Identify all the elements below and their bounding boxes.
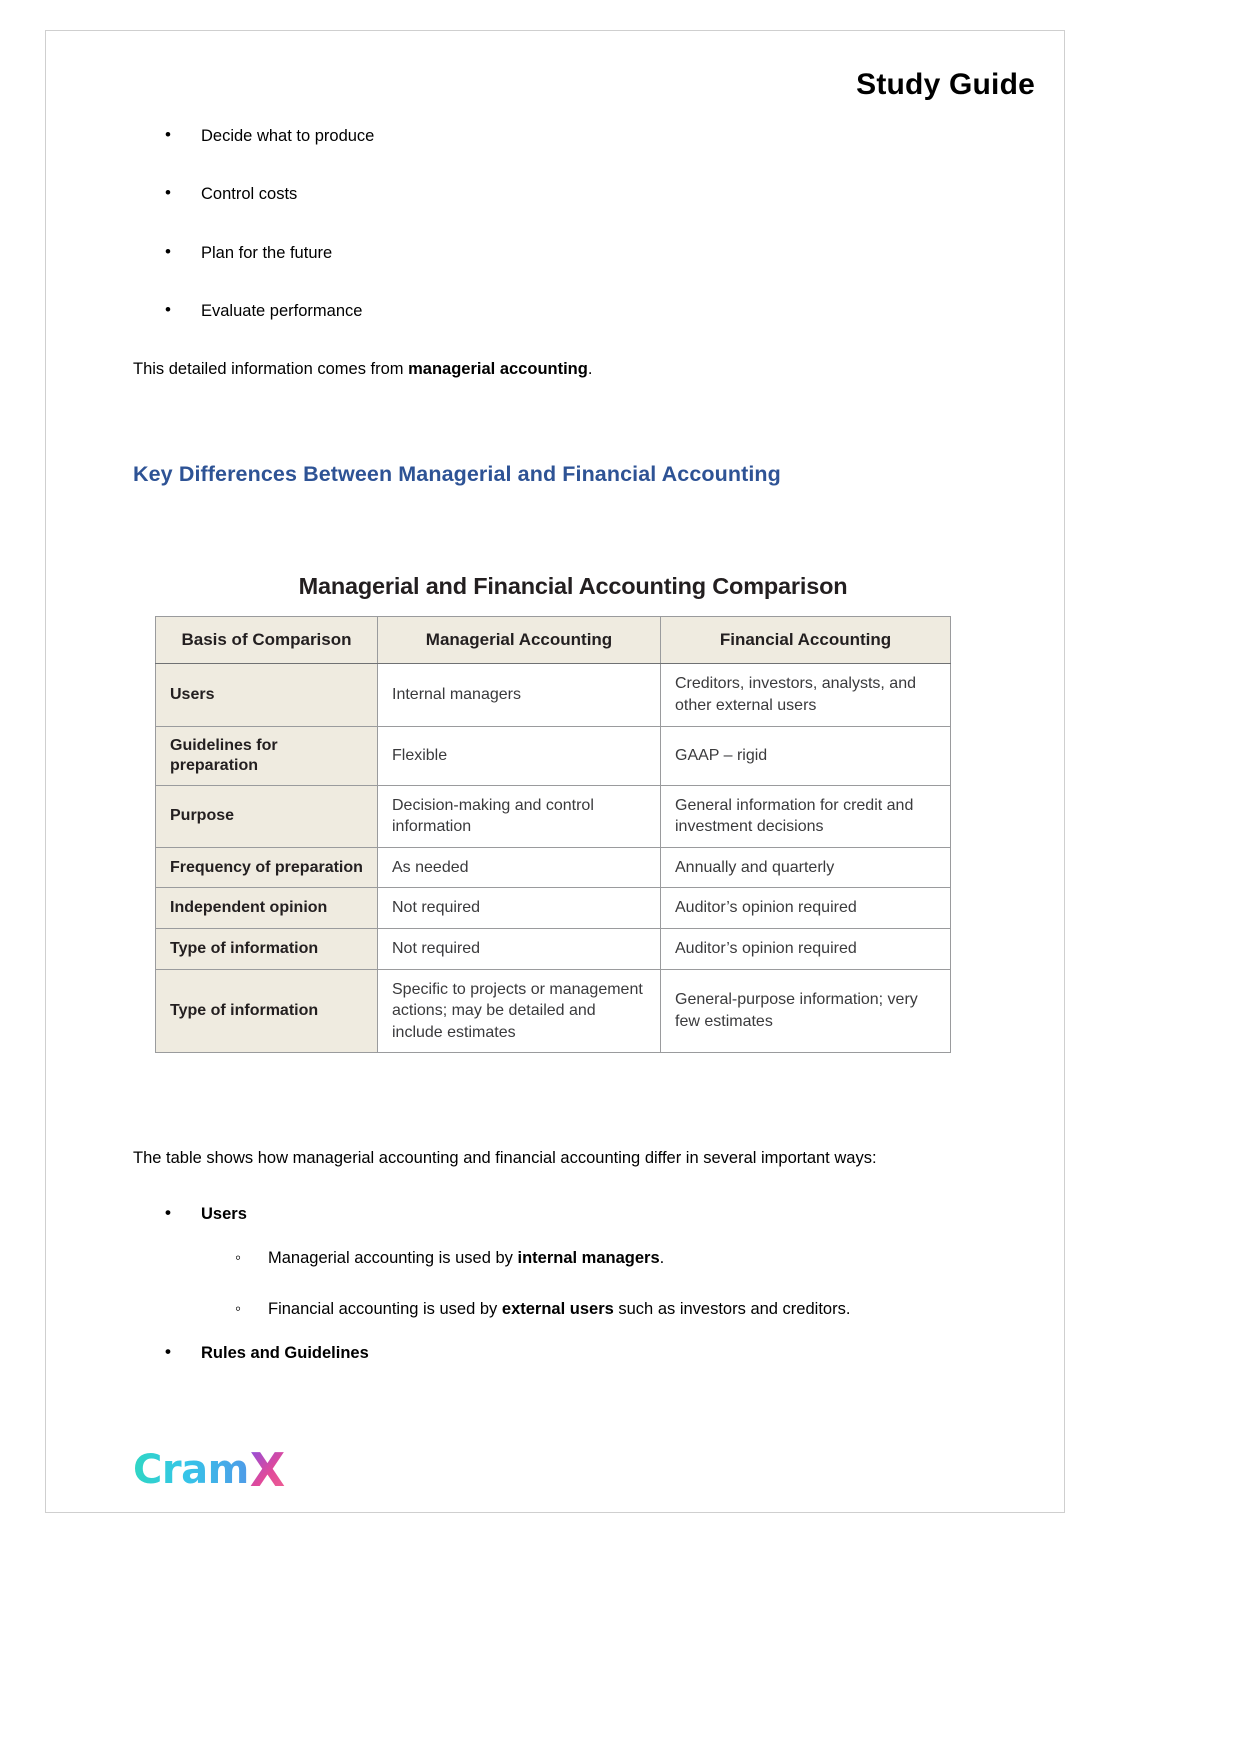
row-header: Purpose <box>156 785 378 847</box>
cell-financial: General-purpose information; very few estimates <box>661 969 951 1053</box>
sub-text-bold: internal managers <box>517 1249 660 1268</box>
intro-paragraph <box>133 358 1013 382</box>
sub-text-bold: external users <box>501 1299 614 1318</box>
cell-managerial: Specific to projects or management actions; may be detailed and include estimates <box>378 969 661 1053</box>
summary-paragraph: The table shows how managerial accounting and financial accounting differ in several important ways: <box>133 1149 877 1168</box>
top-bullet-list <box>133 126 1013 323</box>
cell-financial: Annually and quarterly <box>661 847 951 888</box>
row-header: Type of information <box>156 928 378 969</box>
table-row <box>156 726 951 785</box>
table-body <box>156 664 951 1053</box>
list-item: • Control costs <box>133 184 1013 205</box>
intro-text-bold: managerial accounting <box>408 359 588 378</box>
comparison-table <box>155 616 951 1054</box>
list-item <box>133 1344 1013 1363</box>
table-row <box>156 785 951 847</box>
sub-list-item <box>201 1299 1013 1320</box>
cell-managerial: Internal managers <box>378 664 661 726</box>
row-header: Frequency of preparation <box>156 847 378 888</box>
page-title: Study Guide <box>856 68 1035 101</box>
row-header: Type of information <box>156 969 378 1053</box>
table-caption: Managerial and Financial Accounting Comparison <box>298 572 848 599</box>
table-row <box>156 664 951 726</box>
document-body <box>133 126 1013 1393</box>
column-header-managerial: Managerial Accounting <box>378 616 661 664</box>
list-item: • Decide what to produce <box>133 126 1013 147</box>
list-item-label: Rules and Guidelines <box>201 1344 369 1363</box>
sub-text-before: Financial accounting is used by <box>268 1299 502 1318</box>
cell-financial: Auditor’s opinion required <box>661 888 951 929</box>
cell-financial: Creditors, investors, analysts, and other external users <box>661 664 951 726</box>
cell-financial: General information for credit and investment decisions <box>661 785 951 847</box>
cramx-logo <box>133 1443 285 1497</box>
intro-text-after: . <box>587 359 593 378</box>
document-header <box>45 68 1035 102</box>
column-header-financial: Financial Accounting <box>661 616 951 664</box>
logo-x-icon: X <box>249 1443 286 1497</box>
cell-managerial: As needed <box>378 847 661 888</box>
cell-financial: Auditor’s opinion required <box>661 928 951 969</box>
row-header: Guidelines for preparation <box>156 726 378 785</box>
comparison-table-figure <box>133 573 1013 1054</box>
row-header: Independent opinion <box>156 888 378 929</box>
sub-text-before: Managerial accounting is used by <box>268 1249 518 1268</box>
table-row <box>156 969 951 1053</box>
list-item-label: Users <box>201 1205 247 1224</box>
cell-managerial: Not required <box>378 928 661 969</box>
sub-list <box>201 1248 1013 1320</box>
list-item: • Plan for the future <box>133 243 1013 264</box>
table-row <box>156 888 951 929</box>
list-item: • Evaluate performance <box>133 301 1013 322</box>
intro-text-before: This detailed information comes from <box>133 359 409 378</box>
section-heading: Key Differences Between Managerial and Financial Accounting <box>133 461 781 486</box>
list-item <box>133 1205 1013 1320</box>
table-row <box>156 928 951 969</box>
table-row <box>156 847 951 888</box>
table-header <box>156 616 951 664</box>
column-header-basis: Basis of Comparison <box>156 616 378 664</box>
sub-text-after: such as investors and creditors. <box>613 1299 851 1318</box>
lower-list <box>133 1205 1013 1363</box>
sub-text-after: . <box>659 1249 665 1268</box>
row-header: Users <box>156 664 378 726</box>
logo-wordmark: Cram <box>133 1447 249 1493</box>
cell-managerial: Decision-making and control information <box>378 785 661 847</box>
table-header-row <box>156 616 951 664</box>
cell-financial: GAAP – rigid <box>661 726 951 785</box>
sub-list-item <box>201 1248 1013 1269</box>
cell-managerial: Flexible <box>378 726 661 785</box>
cell-managerial: Not required <box>378 888 661 929</box>
